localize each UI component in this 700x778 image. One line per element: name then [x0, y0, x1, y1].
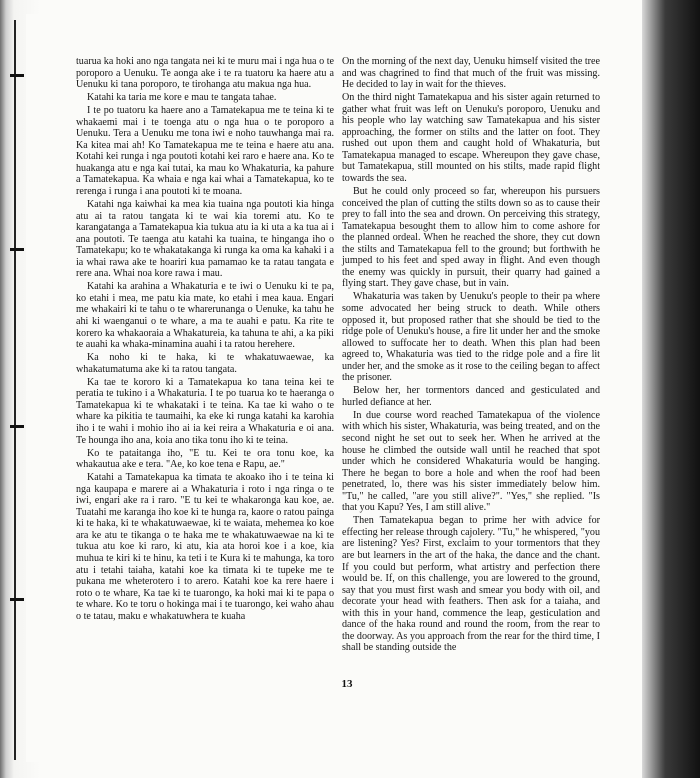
- maori-text-column: [76, 56, 334, 624]
- paragraph: Then Tamatekapua began to prime her with advice for effecting her release through cajolery. "Tu," he whispered, "you are listening? Yes? First, exclaim to your tormentors that they are but learners in the art of the haka, the dance and the chant. If you could but perform, what artistry and perfection there would be. If, on this challenge, you are lowered to the ground, say that you must first wash and smear you body with oil, and decorate your head with feathers. Then ask for a taiaha, and with this in your hand, commence the leap, gesticulation and dance of the haka round and round the room, from the rear to the doorway. As you approach from the rear for the third time, I shall be standing outside the: [342, 515, 600, 654]
- paragraph: tuarua ka hoki ano nga tangata nei ki te muru mai i nga hua o te poroporo a Uenuku. Te aonga ake i te ra tuatoru ka haere atu a Uenuku ki tana poroporo, te tirohanga atu makua nga hua.: [76, 56, 334, 91]
- english-text-column: [342, 56, 600, 655]
- paragraph: But he could only proceed so far, whereupon his pursuers conceived the plan of cutting the stilts down so as to cause their prey to fall into the sea and drown. On perceiving this strategy, Tamatekapua besought them to allow him to come ashore for the planned ordeal. When he reached the shore, they cut down the stilts and Tamatekapua fell to the ground; but forthwith he jumped to his feet and sped away in flight. And even though the enemy was quickly in pursuit, their quarry had gained a flying start. They gave chase, but in vain.: [342, 186, 600, 290]
- book-binding: [10, 20, 20, 760]
- paragraph: Ko te pataitanga iho, "E tu. Kei te ora tonu koe, ka whakautua ake e tera. "Ae, ko koe tena e Rapu, ae.": [76, 447, 334, 471]
- paragraph: On the third night Tamatekapua and his sister again returned to gather what fruit was left on Uenuku's poroporo, Uenuku and his people who lay watching saw Tamatekapua and his sister approaching, the former on stilts and the latter on foot. They rushed out upon them and caught hold of Whakaturia, but Tamatekapua managed to escape. Whereupon they gave chase, but Tamatekapua, still mounted on his stilts, made rapid flight towards the sea.: [342, 92, 600, 184]
- facing-page-edge: [642, 0, 700, 778]
- paragraph: I te po tuatoru ka haere ano a Tamatekapua me te teina ki te whakaemi mai i te toenga atu o nga hua o te poroporo a Uenuku. Tera a Uenuku me tona iwi e noho tauwhanga mai ra. Ka kitea mai ah! Ko Tamatekapua me te teina e haere atu ana. Kotahi kei runga i nga poutoti kotahi kei raro e haere ana. Ko te huakanga atu e nga kai tutai, ka mau ko Whakaturia, ka pahure a Tamatekapua. Ka whaia e nga kai whai a Tamatekapua, ko te rerenga i runga i ana poutoti ki te moana.: [76, 105, 334, 198]
- binding-stitch: [10, 248, 24, 251]
- page-number: 13: [341, 678, 353, 690]
- paragraph: Katahi nga kaiwhai ka mea kia tuaina nga poutoti kia hinga atu ai ta ratou tangata ki te wai kia toremi atu. Ko te karangatanga a Tamatekapua kia tukua atu ia ki uta a ka tua ai i ana poutoti. Te taenga atu katahi ka tuaina, te hinganga iho o Tamatekapu; ko te whakatakanga ki runga ka oma ka kahaki i a ia whai rawa ake te hoariri kua pamamao ke ta ratau tangata e rere ana. Whai noa kore rawa i mau.: [76, 199, 334, 280]
- binding-stitch: [10, 425, 24, 428]
- paragraph: Whakaturia was taken by Uenuku's people to their pa where some advocated her being struck to death. While others opposed it, but proposed rather that she should be tied to the ridge pole of Uenuku's house, a fire lit under her and the smoke allowed to suffocate her to death. When this plan had been agreed to, Whakaturia was tied to the ridge pole and a fire lit under her, and the smoke as it rose to the ceiling began to affect the prisoner.: [342, 291, 600, 384]
- binding-stitch: [10, 74, 24, 77]
- paragraph: Ka tae te kororo ki a Tamatekapua ko tana teina kei te peratia te tukino i a Whakaturia. I te po tuarua ko te haeranga o Tamatekapua ki te whakataki i te teina. Ka tae ki waho o te whare ka pikitia te taumaihi, ka eke ki runga katahi ka karohia iho i te wahi i mohio iho ai ia kei reira a Whakaturia e oi ana. Te hounga iho ana, koia ano tika tonu iho ki te teina.: [76, 376, 334, 446]
- paragraph: Katahi a Tamatekapua ka timata te akoako iho i te teina ki nga kaupapa e marere ai a Whakaturia i roto i nga ringa o te iwi, engari ake ra i raro. "E tu kei te whakaronga kau koe, ae. Tuatahi me karanga iho koe ki te hunga ra, kaore o ratou painga ki te haka, ki te whakatuwaewae, ki te waiata, mehemea ko koe ara ke atu te tikanga o te haka me te whakatuwaewae na ki te tukua atu koe ki raro, ki atu, kia ata horoi koe i a koe, kia muhua te kiri ki te hinu, ka teti i te Kura ki te mahunga, ka toro atu i tetahi taiaha, katahi koe ka timata ki te tupeke me te pukana me wheterotero i to arero. Katahi koe ka rere haere i roto o te whare, Ka tae ki te tuarongo, ka hoki mai ki te papa o te whare. Ko te toru o hokinga mai i te tuarongo, kei waho ahau o te tatau, maku e whakatuwhera te kuaha: [76, 472, 334, 622]
- paragraph: On the morning of the next day, Uenuku himself visited the tree and was chagrined to find that much of the fruit was missing. He decided to lay in wait for the thieves.: [342, 56, 600, 91]
- paragraph: In due course word reached Tamatekapua of the violence with which his sister, Whakaturia, was being treated, and on the second night he set out to seek her. When he arrived at the house he climbed the outside wall until he reached that spot under which he considered Whakaturia would be hanging. There he began to bore a hole and when the roof had been penetrated, lo, there was his sister immediately below him. "Tu," he called, "are you still alive?". "Yes," she replied. "Is that you Kapu? Yes, I am still alive.": [342, 409, 600, 514]
- binding-stitch: [10, 598, 24, 601]
- paragraph: Katahi ka taria me kore e mau te tangata tahae.: [87, 92, 277, 104]
- paragraph: Ka noho ki te haka, ki te whakatuwaewae, ka whakatumatuma ake ki ta ratou tangata.: [76, 352, 334, 375]
- paragraph: Katahi ka arahina a Whakaturia e te iwi o Uenuku ki te pa, ko etahi i mea, me patu kia mate, ko etahi i mea kaua. Engari me whakairi ki te tahu o te wharerunanga o Uenuke, ka tahu he ahi ki waenganui o te whare, a ma te auahi e patu. Ka rite te korero ka whakaoraia a Whakatureia, ka tahuna te ahi, a ka piki te auahi ka whaka-minamina auahi i ta ratou herehere.: [76, 281, 334, 351]
- paragraph: Below her, her tormentors danced and gesticulated and hurled defiance at her.: [342, 385, 600, 408]
- document-page: [26, 14, 638, 762]
